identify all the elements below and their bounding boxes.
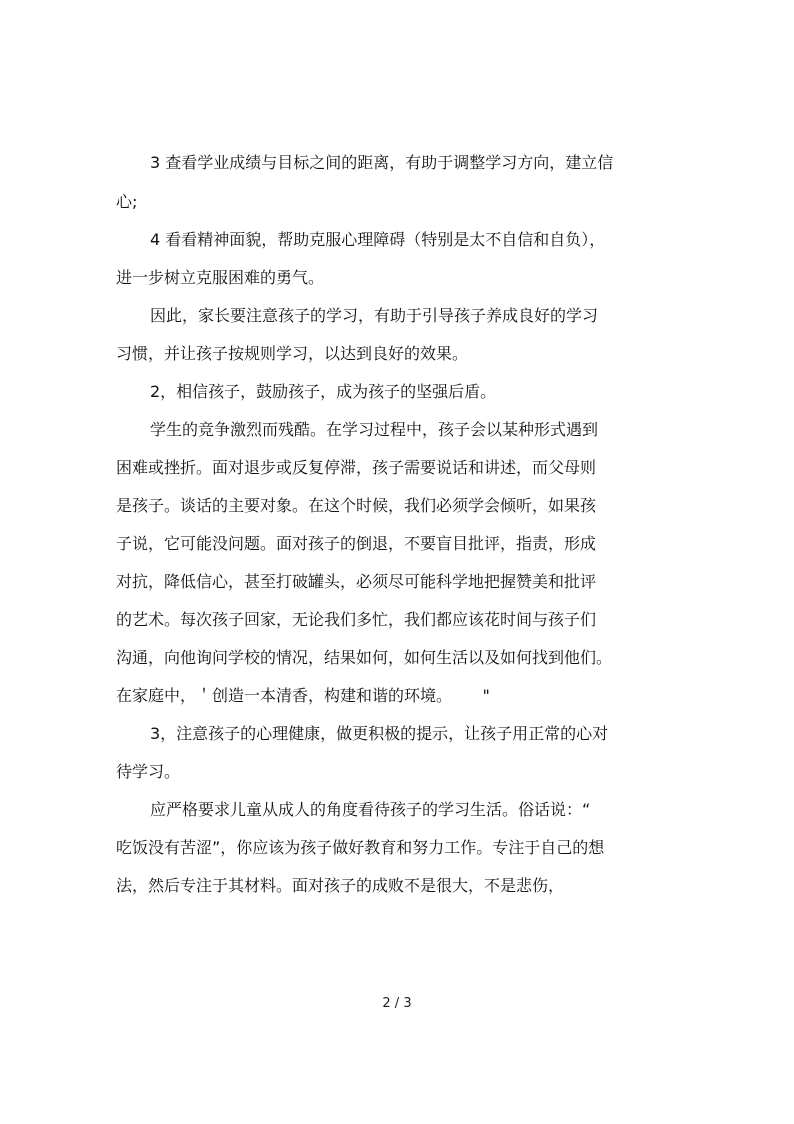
paragraph-line: 待学习。	[116, 762, 181, 781]
page-number: 2 / 3	[382, 996, 412, 1011]
paragraph-line: 心;	[116, 192, 138, 211]
paragraph-line: 4 看看精神面貌，帮助克服心理障碍（特别是太不自信和自负），	[150, 230, 606, 249]
paragraph-line: 进一步树立克服困难的勇气。	[116, 268, 325, 287]
paragraph-line: 对抗，降低信心，甚至打破罐头，必须尽可能科学地把握赞美和批评	[116, 572, 597, 591]
paragraph-line: 困难或挫折。面对退步或反复停滞，孩子需要说话和讲述，而父母则	[116, 458, 597, 477]
paragraph-line: 学生的竞争激烈而残酷。在学习过程中，孩子会以某种形式遇到	[150, 420, 599, 439]
paragraph-line: 在家庭中，＇创造一本清香，构建和谐的环境。 "	[116, 686, 490, 705]
paragraph-line: 子说，它可能没问题。面对孩子的倒退，不要盲目批评，指责，形成	[116, 534, 597, 553]
section-heading-line: 2，相信孩子，鼓励孩子，成为孩子的坚强后盾。	[150, 382, 497, 401]
paragraph-line: 3 查看学业成绩与目标之间的距离，有助于调整学习方向，建立信	[150, 153, 614, 172]
paragraph-line: 应严格要求儿童从成人的角度看待孩子的学习生活。俗话说：“	[150, 800, 591, 819]
paragraph-line: 沟通，向他询问学校的情况，结果如何，如何生活以及如何找到他们。	[116, 648, 613, 667]
paragraph-line: 因此，家长要注意孩子的学习，有助于引导孩子养成良好的学习	[150, 306, 599, 325]
paragraph-line: 习惯，并让孩子按规则学习，以达到良好的效果。	[116, 344, 469, 363]
paragraph-line: 吃饭没有苦涩”，你应该为孩子做好教育和努力工作。专注于自己的想	[116, 838, 605, 857]
section-heading-line: 3，注意孩子的心理健康，做更积极的提示，让孩子用正常的心对	[150, 724, 609, 743]
paragraph-line: 的艺术。每次孩子回家，无论我们多忙，我们都应该花时间与孩子们	[116, 610, 597, 629]
paragraph-line: 法，然后专注于其材料。面对孩子的成败不是很大，不是悲伤，	[116, 876, 565, 895]
paragraph-line: 是孩子。谈话的主要对象。在这个时候，我们必须学会倾听，如果孩	[116, 496, 597, 515]
